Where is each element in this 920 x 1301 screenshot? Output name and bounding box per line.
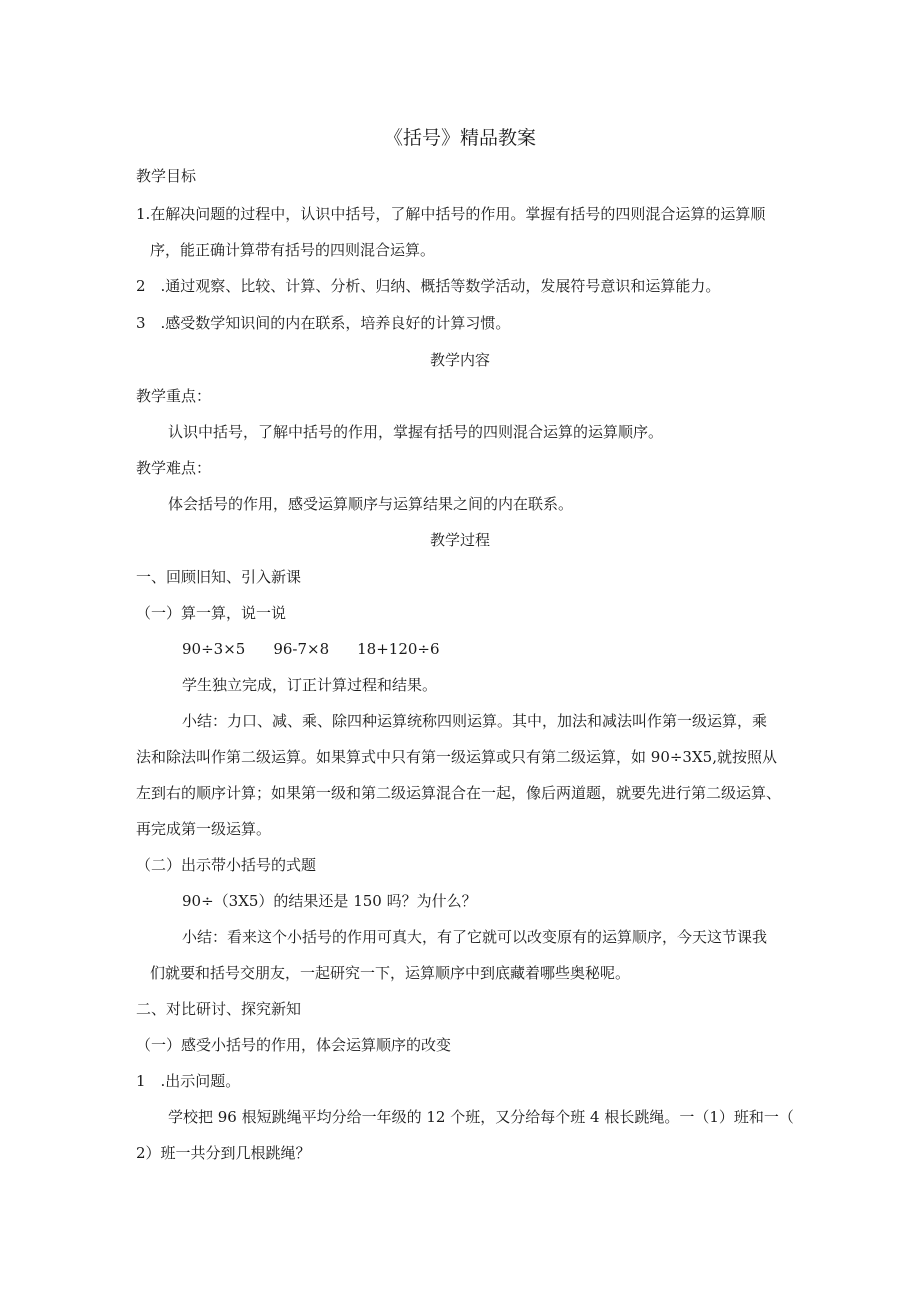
formula-2: 96-7×8: [273, 640, 330, 658]
difficulty-heading: 教学难点：: [136, 459, 212, 477]
section-1-heading: 一、回顾旧知、引入新课: [136, 568, 302, 586]
difficulty-text: 体会括号的作用，感受运算顺序与运算结果之间的内在联系。: [168, 495, 574, 513]
formula-row: [182, 639, 468, 659]
objective-2: 2 .通过观察、比较、计算、分析、归纳、概括等数学活动，发展符号意识和运算能力。: [136, 277, 721, 295]
objectives-heading: 教学目标: [136, 167, 197, 185]
summary-2-line-2: 们就要和括号交朋友，一起研究一下，运算顺序中到底藏着哪些奥秘呢。: [150, 964, 631, 982]
subsection-1-heading: （一）算一算，说一说: [136, 604, 287, 622]
objective-3: 3 .感受数学知识间的内在联系，培养良好的计算习惯。: [136, 314, 511, 332]
process-heading: 教学过程: [429, 531, 490, 549]
formula-3: 18+120÷6: [357, 640, 440, 658]
independent-work-text: 学生独立完成，订正计算过程和结果。: [182, 676, 438, 694]
item-1: 1 .出示问题。: [136, 1072, 241, 1090]
question-text: 90÷（3X5）的结果还是 150 吗？为什么？: [182, 892, 477, 910]
formula-1: 90÷3×5: [182, 640, 246, 658]
document-title: 《括号》精品教案: [383, 127, 536, 149]
summary-1-line-1: 小结：力口、减、乘、除四种运算统称四则运算。其中，加法和减法叫作第一级运算，乘: [182, 712, 768, 730]
key-points-heading: 教学重点：: [136, 387, 212, 405]
subsection-2-heading: （二）出示带小括号的式题: [136, 856, 317, 874]
summary-1-line-4: 再完成第一级运算。: [136, 820, 272, 838]
objective-1-line-1: 1.在解决问题的过程中，认识中括号，了解中括号的作用。掌握有括号的四则混合运算的运算顺: [136, 205, 766, 223]
problem-line-1: 学校把 96 根短跳绳平均分给一年级的 12 个班，又分给每个班 4 根长跳绳。一（1）班和一（: [168, 1108, 794, 1126]
summary-1-line-3: 左到右的顺序计算；如果第一级和第二级运算混合在一起，像后两道题，就要先进行第二级运算、: [136, 784, 782, 802]
summary-2-line-1: 小结：看来这个小括号的作用可真大，有了它就可以改变原有的运算顺序，今天这节课我: [182, 928, 768, 946]
objective-1-line-2: 序，能正确计算带有括号的四则混合运算。: [150, 241, 436, 259]
problem-line-2: 2）班一共分到几根跳绳？: [136, 1144, 311, 1162]
section-2-heading: 二、对比研讨、探究新知: [136, 1000, 302, 1018]
key-points-text: 认识中括号，了解中括号的作用，掌握有括号的四则混合运算的运算顺序。: [168, 423, 664, 441]
summary-1-line-2: 法和除法叫作第二级运算。如果算式中只有第一级运算或只有第二级运算，如 90÷3X5,就按照从: [136, 748, 777, 766]
content-heading: 教学内容: [429, 351, 490, 369]
subsection-3-heading: （一）感受小括号的作用，体会运算顺序的改变: [136, 1036, 452, 1054]
